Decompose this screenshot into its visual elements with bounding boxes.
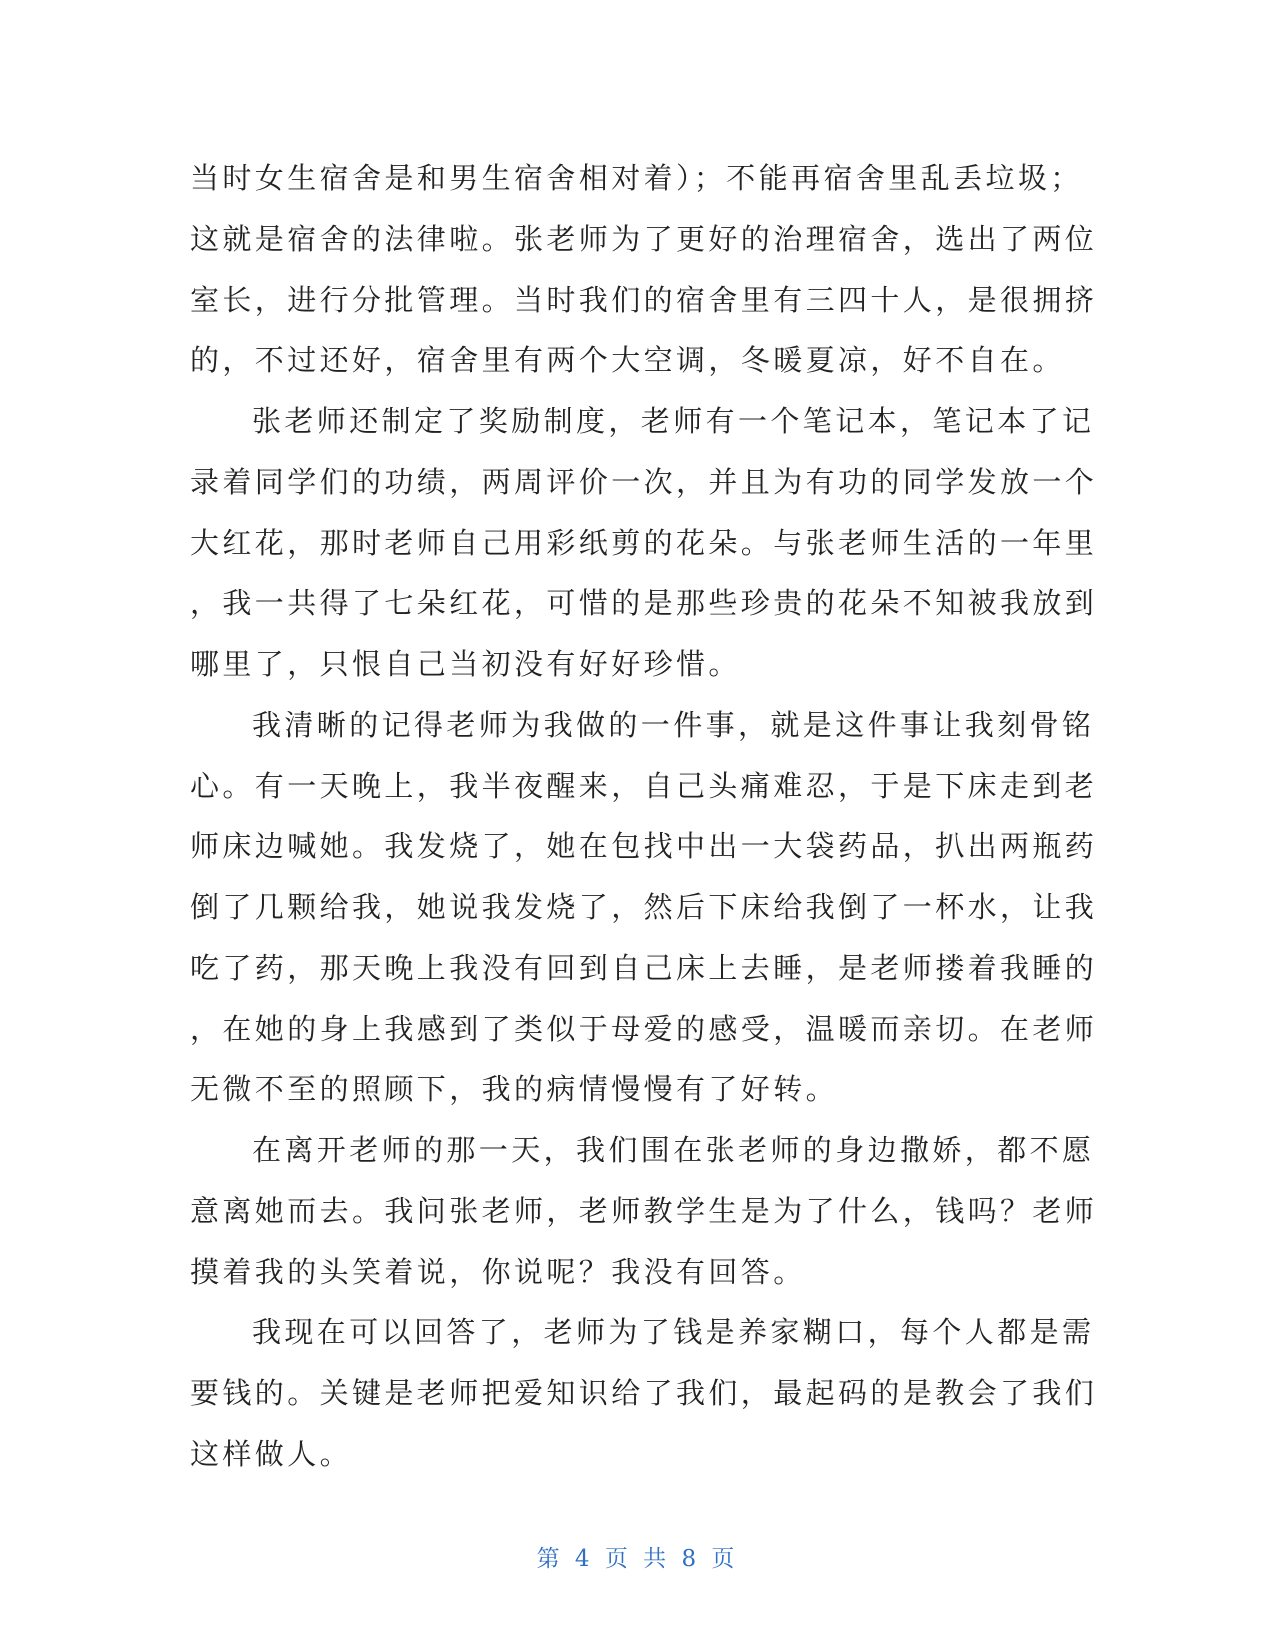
text-line: ，在她的身上我感到了类似于母爱的感受，温暖而亲切。在老师	[190, 1011, 1098, 1046]
text-line-paragraph-start: 张老师还制定了奖励制度，老师有一个笔记本，笔记本了记	[252, 404, 1095, 438]
text-line: 这样做人。	[190, 1436, 353, 1471]
text-line: 这就是宿舍的法律啦。张老师为了更好的治理宿舍，选出了两位	[190, 221, 1098, 256]
text-line: 的，不过还好，宿舍里有两个大空调，冬暖夏凉，好不自在。	[190, 343, 1065, 378]
text-line: 哪里了，只恨自己当初没有好好珍惜。	[190, 647, 741, 681]
text-line: 要钱的。关键是老师把爱知识给了我们，最起码的是教会了我们	[190, 1376, 1098, 1410]
text-line: 录着同学们的功绩，两周评价一次，并且为有功的同学发放一个	[190, 464, 1098, 499]
text-line-paragraph-start: 我现在可以回答了，老师为了钱是养家糊口，每个人都是需	[252, 1315, 1095, 1350]
page-number-label: 第 4 页 共 8 页	[536, 1546, 739, 1572]
text-line-paragraph-start: 我清晰的记得老师为我做的一件事，就是这件事让我刻骨铭	[252, 707, 1095, 742]
text-line: 大红花，那时老师自己用彩纸剪的花朵。与张老师生活的一年里	[190, 525, 1098, 560]
text-line: 意离她而去。我问张老师，老师教学生是为了什么，钱吗？老师	[190, 1193, 1098, 1228]
text-line-paragraph-start: 在离开老师的那一天，我们围在张老师的身边撒娇，都不愿	[252, 1133, 1095, 1167]
text-line: 师床边喊她。我发烧了，她在包找中出一大袋药品，扒出两瓶药	[190, 829, 1098, 864]
text-line: 心。有一天晚上，我半夜醒来，自己头痛难忍，于是下床走到老	[190, 768, 1098, 803]
page-footer	[0, 1540, 1275, 1573]
text-line: 无微不至的照顾下，我的病情慢慢有了好转。	[190, 1072, 839, 1107]
text-line: 当时女生宿舍是和男生宿舍相对着）；不能再宿舍里乱丢垃圾；	[190, 161, 1083, 195]
text-line: 吃了药，那天晚上我没有回到自己床上去睡，是老师搂着我睡的	[190, 950, 1098, 985]
text-line: 摸着我的头笑着说，你说呢？我没有回答。	[190, 1254, 806, 1289]
text-line: 室长，进行分批管理。当时我们的宿舍里有三四十人，是很拥挤	[190, 282, 1098, 317]
text-line: 倒了几颗给我，她说我发烧了，然后下床给我倒了一杯水，让我	[190, 890, 1098, 924]
body-text	[190, 148, 1098, 1485]
text-line: ，我一共得了七朵红花，可惜的是那些珍贵的花朵不知被我放到	[190, 586, 1098, 621]
